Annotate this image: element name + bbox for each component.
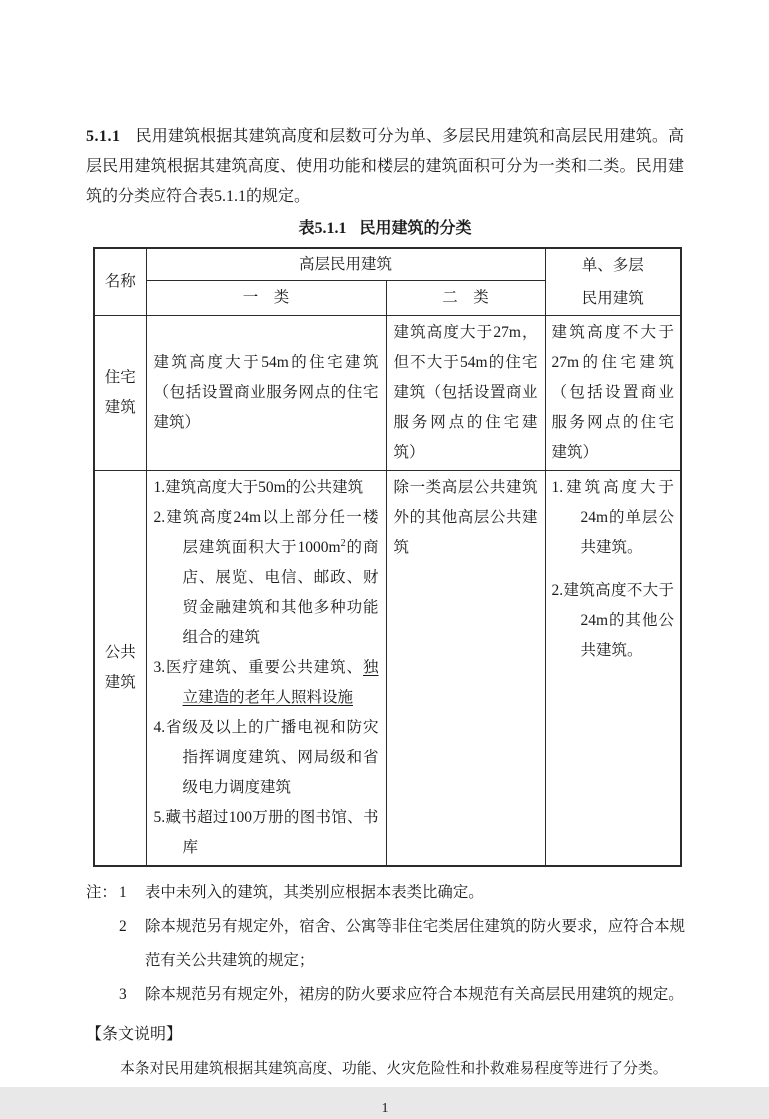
table-caption-title: 民用建筑的分类	[359, 220, 472, 237]
residential-single-multi-cell: 建筑高度不大于27m的住宅建筑（包括设置商业服务网点的住宅建筑）	[545, 316, 681, 471]
item-number: 1.	[153, 479, 166, 496]
public-label-line1: 公共	[104, 644, 136, 661]
page-number: 1	[381, 1101, 389, 1116]
item-number: 4.	[153, 719, 166, 736]
item-text: 建筑高度不大于24m的其他公共建筑。	[563, 582, 675, 659]
public-label	[94, 471, 146, 867]
public-single-multi-item-2	[552, 576, 675, 666]
classification-table	[93, 247, 682, 867]
header-single-multi	[545, 248, 681, 316]
clause-body-text: 民用建筑根据其建筑高度和层数可分为单、多层民用建筑和高层民用建筑。高层民用建筑根据其建筑高度、使用功能和楼层的建筑面积可分为一类和二类。民用建筑的分类应符合表5.1.1的规定。	[86, 128, 684, 205]
table-row-residential	[94, 316, 681, 471]
header-single-multi-line2: 民用建筑	[581, 290, 644, 307]
superscript-2: 2	[340, 537, 346, 549]
residential-class2-cell: 建筑高度大于27m，但不大于54m的住宅建筑（包括设置商业服务网点的住宅建筑）	[386, 316, 545, 471]
public-class1-item-5	[154, 803, 379, 863]
item-text: 省级及以上的广播电视和防灾指挥调度建筑、网局级和省级电力调度建筑	[165, 719, 379, 796]
note-text: 除本规范另有规定外，裙房的防火要求应符合本规范有关高层民用建筑的规定。	[145, 986, 684, 1003]
table-caption	[86, 214, 684, 244]
commentary-header: 【条文说明】	[86, 1026, 183, 1043]
public-single-multi-item-1	[552, 473, 675, 563]
item-text: 的商店、展览、电信、邮政、财贸金融建筑和其他多种功能组合的建筑	[182, 539, 379, 646]
item-number: 1.	[551, 479, 564, 496]
residential-label-line1: 住宅	[104, 369, 136, 386]
note-item-1	[119, 876, 685, 910]
clause-number: 5.1.1	[86, 128, 121, 145]
header-highrise: 高层民用建筑	[146, 248, 545, 281]
residential-label	[94, 316, 146, 471]
item-text: 医疗建筑、重要公共建筑、	[165, 659, 363, 676]
note-text: 表中未列入的建筑，其类别应根据本表类比确定。	[145, 884, 484, 901]
item-number: 3.	[153, 659, 166, 676]
header-single-multi-line1: 单、多层	[581, 257, 644, 274]
public-class2-cell: 除一类高层公共建筑外的其他高层公共建筑	[386, 471, 545, 867]
item-number: 2.	[551, 582, 564, 599]
public-label-line2: 建筑	[104, 674, 136, 691]
clause-paragraph	[86, 122, 684, 212]
public-class1-cell	[146, 471, 386, 867]
public-class1-item-4	[154, 713, 379, 803]
note-number: 1	[119, 884, 127, 901]
item-text: 建筑高度大于50m的公共建筑	[165, 479, 364, 496]
item-text: 建筑高度24m以上部分任一楼层建筑面积大于1000m	[165, 509, 379, 556]
public-class1-item-3	[154, 653, 379, 713]
note-item-3	[119, 978, 685, 1012]
note-item-2	[119, 910, 685, 978]
notes-label: 注：	[86, 884, 117, 901]
table-row-public	[94, 471, 681, 867]
note-number: 3	[119, 986, 127, 1003]
header-class1: 一 类	[146, 281, 386, 316]
header-name: 名称	[94, 248, 146, 316]
table-caption-label: 表5.1.1	[298, 220, 347, 237]
public-class1-item-1	[154, 473, 379, 503]
note-text: 除本规范另有规定外，宿舍、公寓等非住宅类居住建筑的防火要求，应符合本规范有关公共建筑的规定；	[145, 918, 685, 969]
commentary-body: 本条对民用建筑根据其建筑高度、功能、火灾危险性和扑救难易程度等进行了分类。	[120, 1061, 668, 1077]
header-class2: 二 类	[386, 281, 545, 316]
item-text: 藏书超过100万册的图书馆、书库	[165, 809, 379, 856]
item-text: 建筑高度大于24m的单层公共建筑。	[563, 479, 675, 556]
residential-label-line2: 建筑	[104, 399, 136, 416]
item-number: 2.	[153, 509, 166, 526]
item-number: 5.	[153, 809, 166, 826]
public-single-multi-cell	[545, 471, 681, 867]
residential-class1-cell: 建筑高度大于54m的住宅建筑（包括设置商业服务网点的住宅建筑）	[146, 316, 386, 471]
table-notes	[86, 876, 685, 1012]
table-header-row-1	[94, 248, 681, 281]
underlined-text: 独立建造的老年人照料设施	[182, 659, 379, 706]
public-class1-item-2	[154, 503, 379, 653]
note-number: 2	[119, 918, 127, 935]
